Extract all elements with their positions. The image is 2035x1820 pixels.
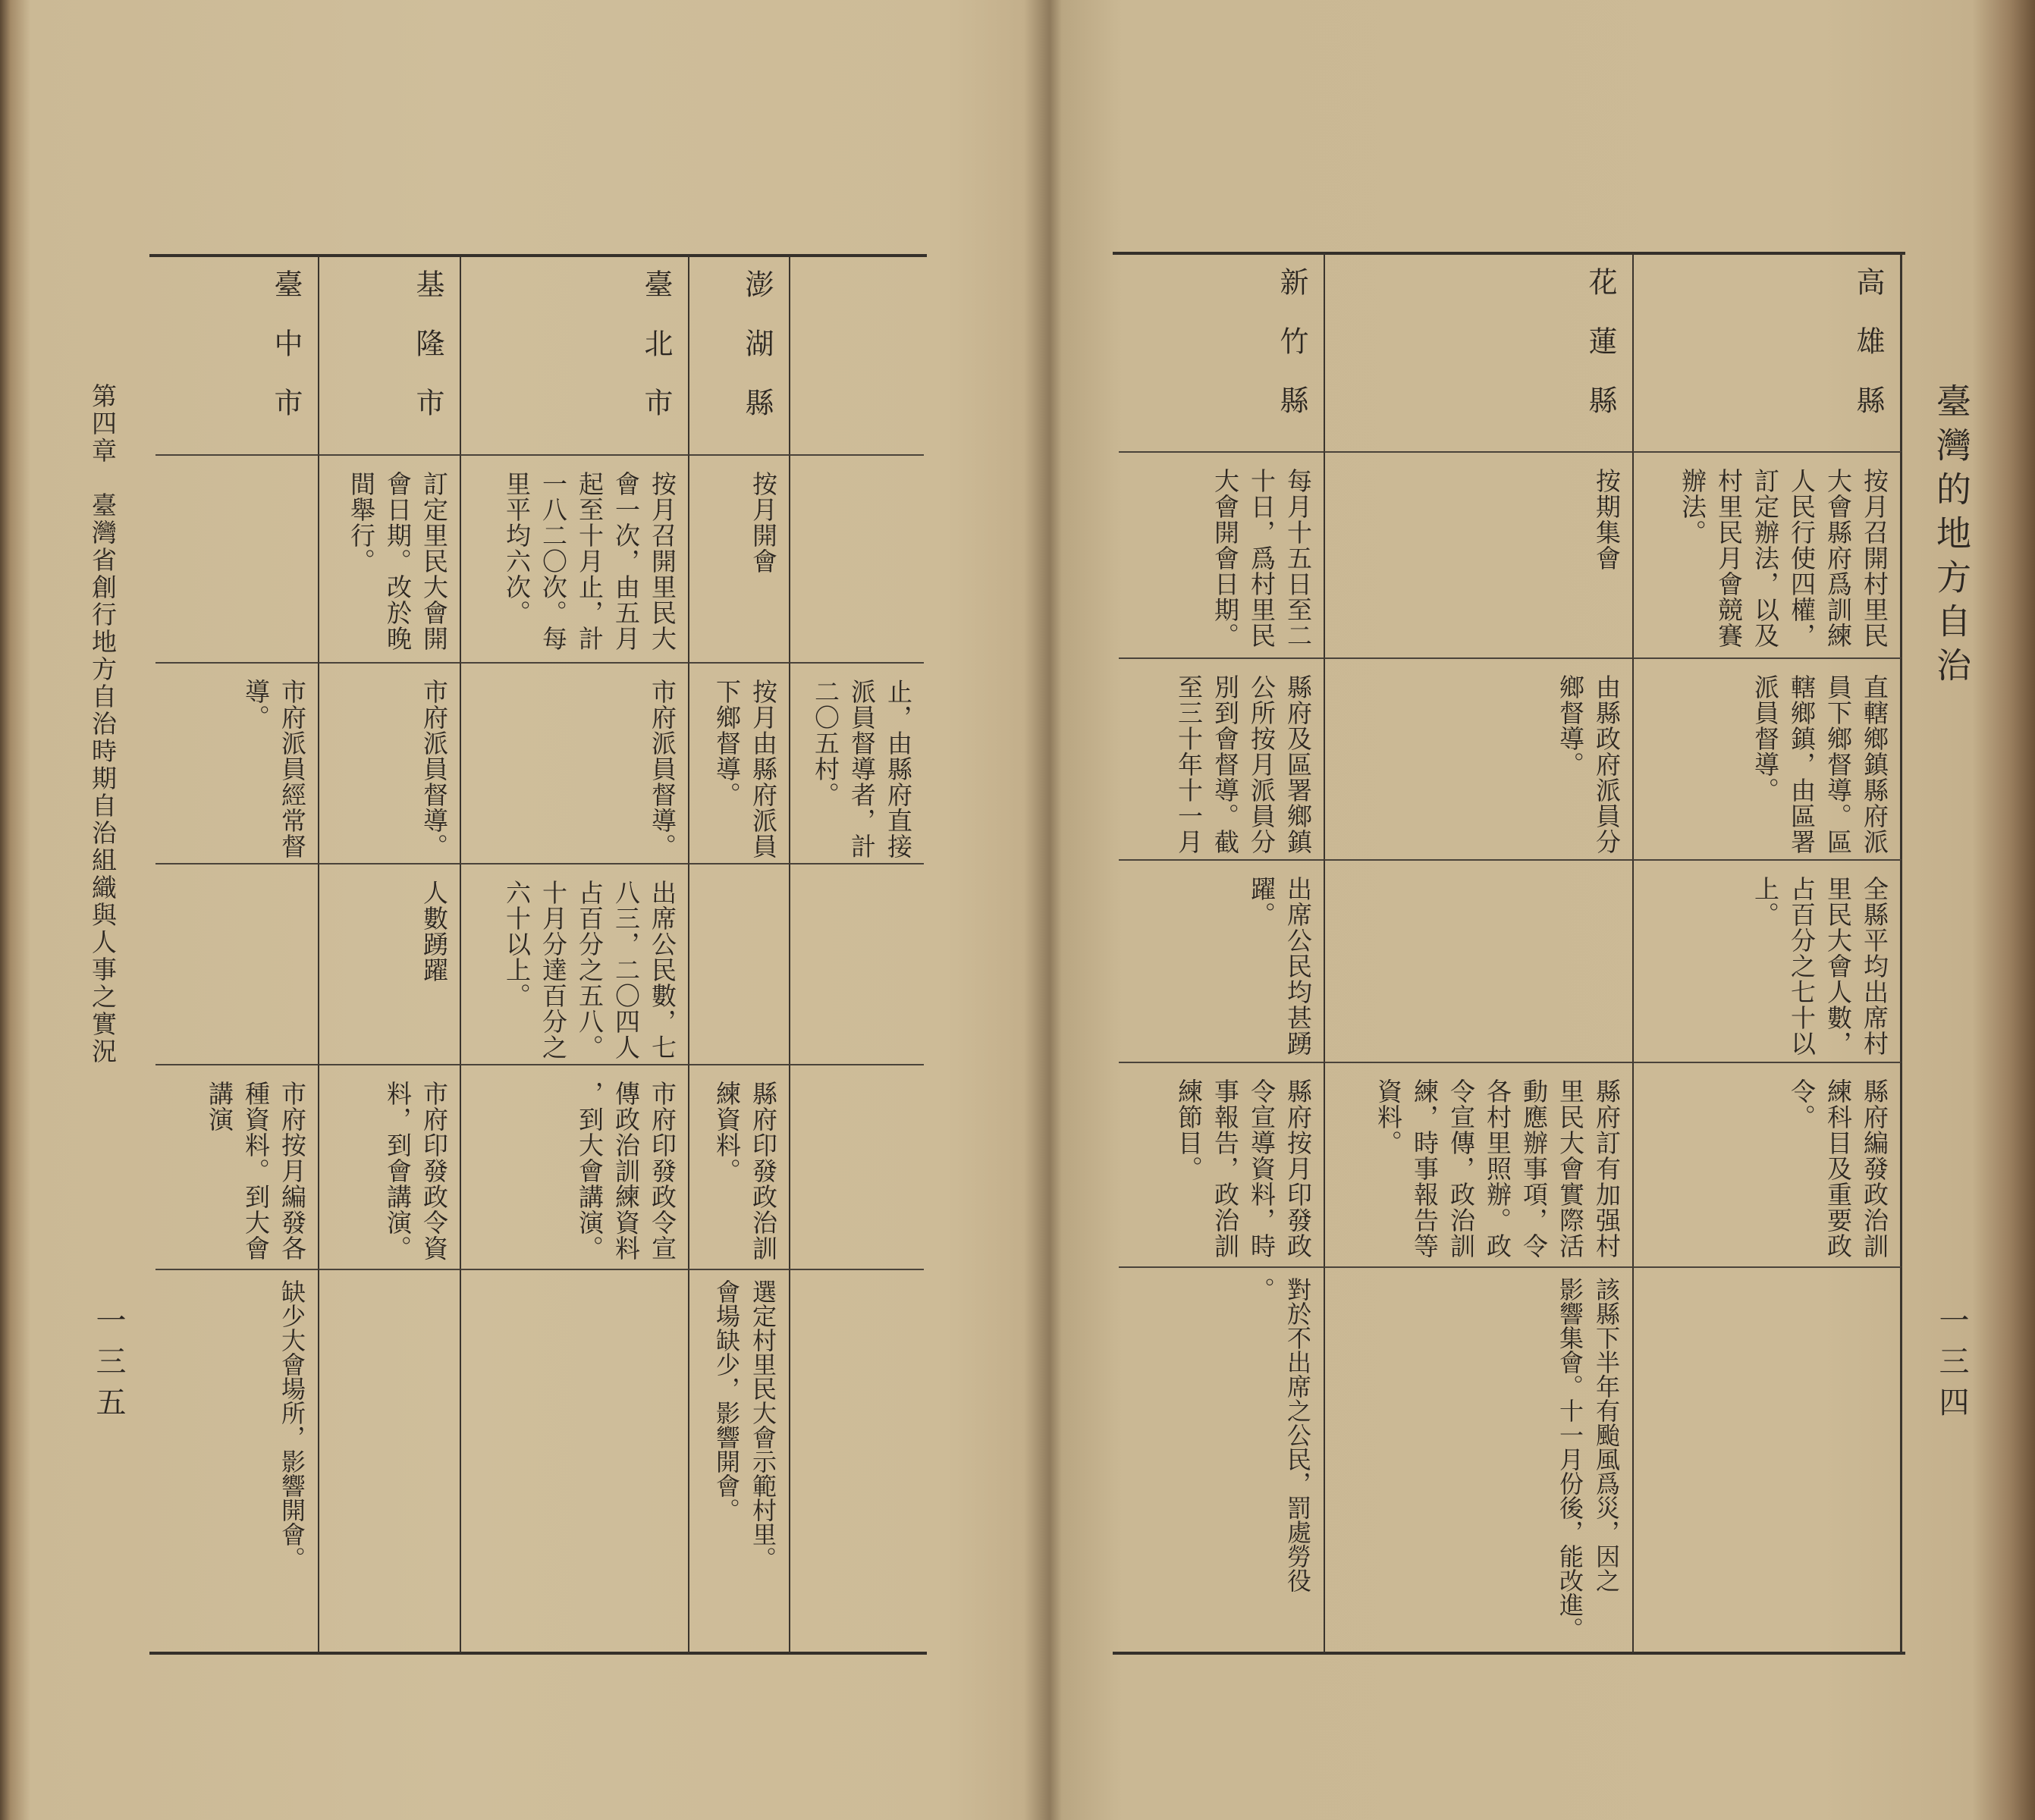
running-head-right: 臺灣的地方自治	[1931, 383, 1972, 691]
table-cell: 按期集會	[1324, 451, 1632, 657]
table-cell: 縣府訂有加强村 里民大會實際活 動應辦事項，令 各村里照辦。政 令宣傳，政治訓 練，時事報告等 資料。	[1324, 1062, 1632, 1266]
table-cell: 縣府及區署鄉鎮 公所按月派員分 別到會督導。截 至三十年十一月	[1119, 657, 1324, 859]
table-cell: 按月召開村里民 大會縣府爲訓練 人民行使四權， 訂定辦法，以及 村里民月會競賽 辦法。	[1632, 451, 1902, 657]
table-cell	[155, 454, 318, 662]
table-cell: 缺少大會場所，影響開會。	[155, 1269, 318, 1653]
table-cell: 縣府編發政治訓 練科目及重要政 令。	[1632, 1062, 1902, 1266]
page-number-left: 一三五	[91, 1304, 126, 1427]
table-cell: 該縣下半年有颱風爲災，因之 影響集會。十一月份後，能改進。	[1324, 1266, 1632, 1653]
table-cell: 出席公民均甚踴 躍。	[1119, 859, 1324, 1062]
table-cell	[789, 863, 924, 1064]
table-cell	[1632, 1266, 1902, 1653]
table-cell	[318, 1269, 460, 1653]
table-cell	[789, 454, 924, 662]
region-name-cell: 臺中市	[269, 269, 303, 447]
table-cell: 對於不出席之公民，罰處勞役 。	[1119, 1266, 1324, 1653]
table-cell: 直轄鄉鎮縣府派 員下鄉督導。區 轄鄉鎮，由區署 派員督導。	[1632, 657, 1902, 859]
table-cell: 每月十五日至二 十日，爲村里民 大會開會日期。	[1119, 451, 1324, 657]
region-name-cell: 新竹縣	[1275, 267, 1308, 444]
table-cell: 市府印發政令資 料，到會講演。	[318, 1064, 460, 1269]
table-cell: 縣府印發政治訓 練資料。	[688, 1064, 789, 1269]
table-cell	[1324, 859, 1632, 1062]
table-cell	[155, 863, 318, 1064]
table-cell: 止，由縣府直接 派員督導者，計 二〇五村。	[789, 662, 924, 863]
region-name-cell	[789, 256, 924, 454]
table-cell: 訂定里民大會開 會日期。改於晚 間舉行。	[318, 454, 460, 662]
table-cell: 市府印發政令宣 傳政治訓練資料 ，到大會講演。	[460, 1064, 688, 1269]
table-cell: 選定村里民大會示範村里。 會場缺少，影響開會。	[688, 1269, 789, 1653]
region-name-cell: 臺北市	[460, 256, 688, 454]
region-name-cell: 澎湖縣	[688, 256, 789, 454]
table-cell: 出席公民數，七 八三，二〇四人 占百分之五八。 十月分達百分之 六十以上。	[460, 863, 688, 1064]
region-name-cell: 花蓮縣	[1324, 253, 1632, 451]
region-name-cell: 基隆市	[318, 256, 460, 454]
table-cell: 按月召開里民大 會一次，由五月 起至十月止，計 一八二〇次。每 里平均六次。	[460, 454, 688, 662]
table-cell: 按月開會	[688, 454, 789, 662]
table-cell	[789, 1064, 924, 1269]
running-head-left: 第四章 臺灣省創行地方自治時期自治組織與人事之實況	[88, 383, 118, 1065]
table-cell	[460, 1269, 688, 1653]
table-cell: 由縣政府派員分 鄉督導。	[1324, 657, 1632, 859]
table-cell	[688, 863, 789, 1064]
table-cell: 市府派員督導。	[460, 662, 688, 863]
table-cell: 按月由縣府派員 下鄉督導。	[688, 662, 789, 863]
table-cell: 市府派員督導。	[318, 662, 460, 863]
region-name-cell: 高雄縣	[1632, 253, 1902, 451]
page-number-right: 一三四	[1934, 1304, 1969, 1427]
table-cell: 全縣平均出席村 里民大會人數， 占百分之七十以 上。	[1632, 859, 1902, 1062]
table-cell: 人數踴躍	[318, 863, 460, 1064]
table-cell: 市府派員經常督 導。	[155, 662, 318, 863]
table-cell: 縣府按月印發政 令宣導資料，時 事報告，政治訓 練節目。	[1119, 1062, 1324, 1266]
table-cell: 市府按月編發各 種資料。到大會 講演	[155, 1064, 318, 1269]
table-cell	[789, 1269, 924, 1653]
